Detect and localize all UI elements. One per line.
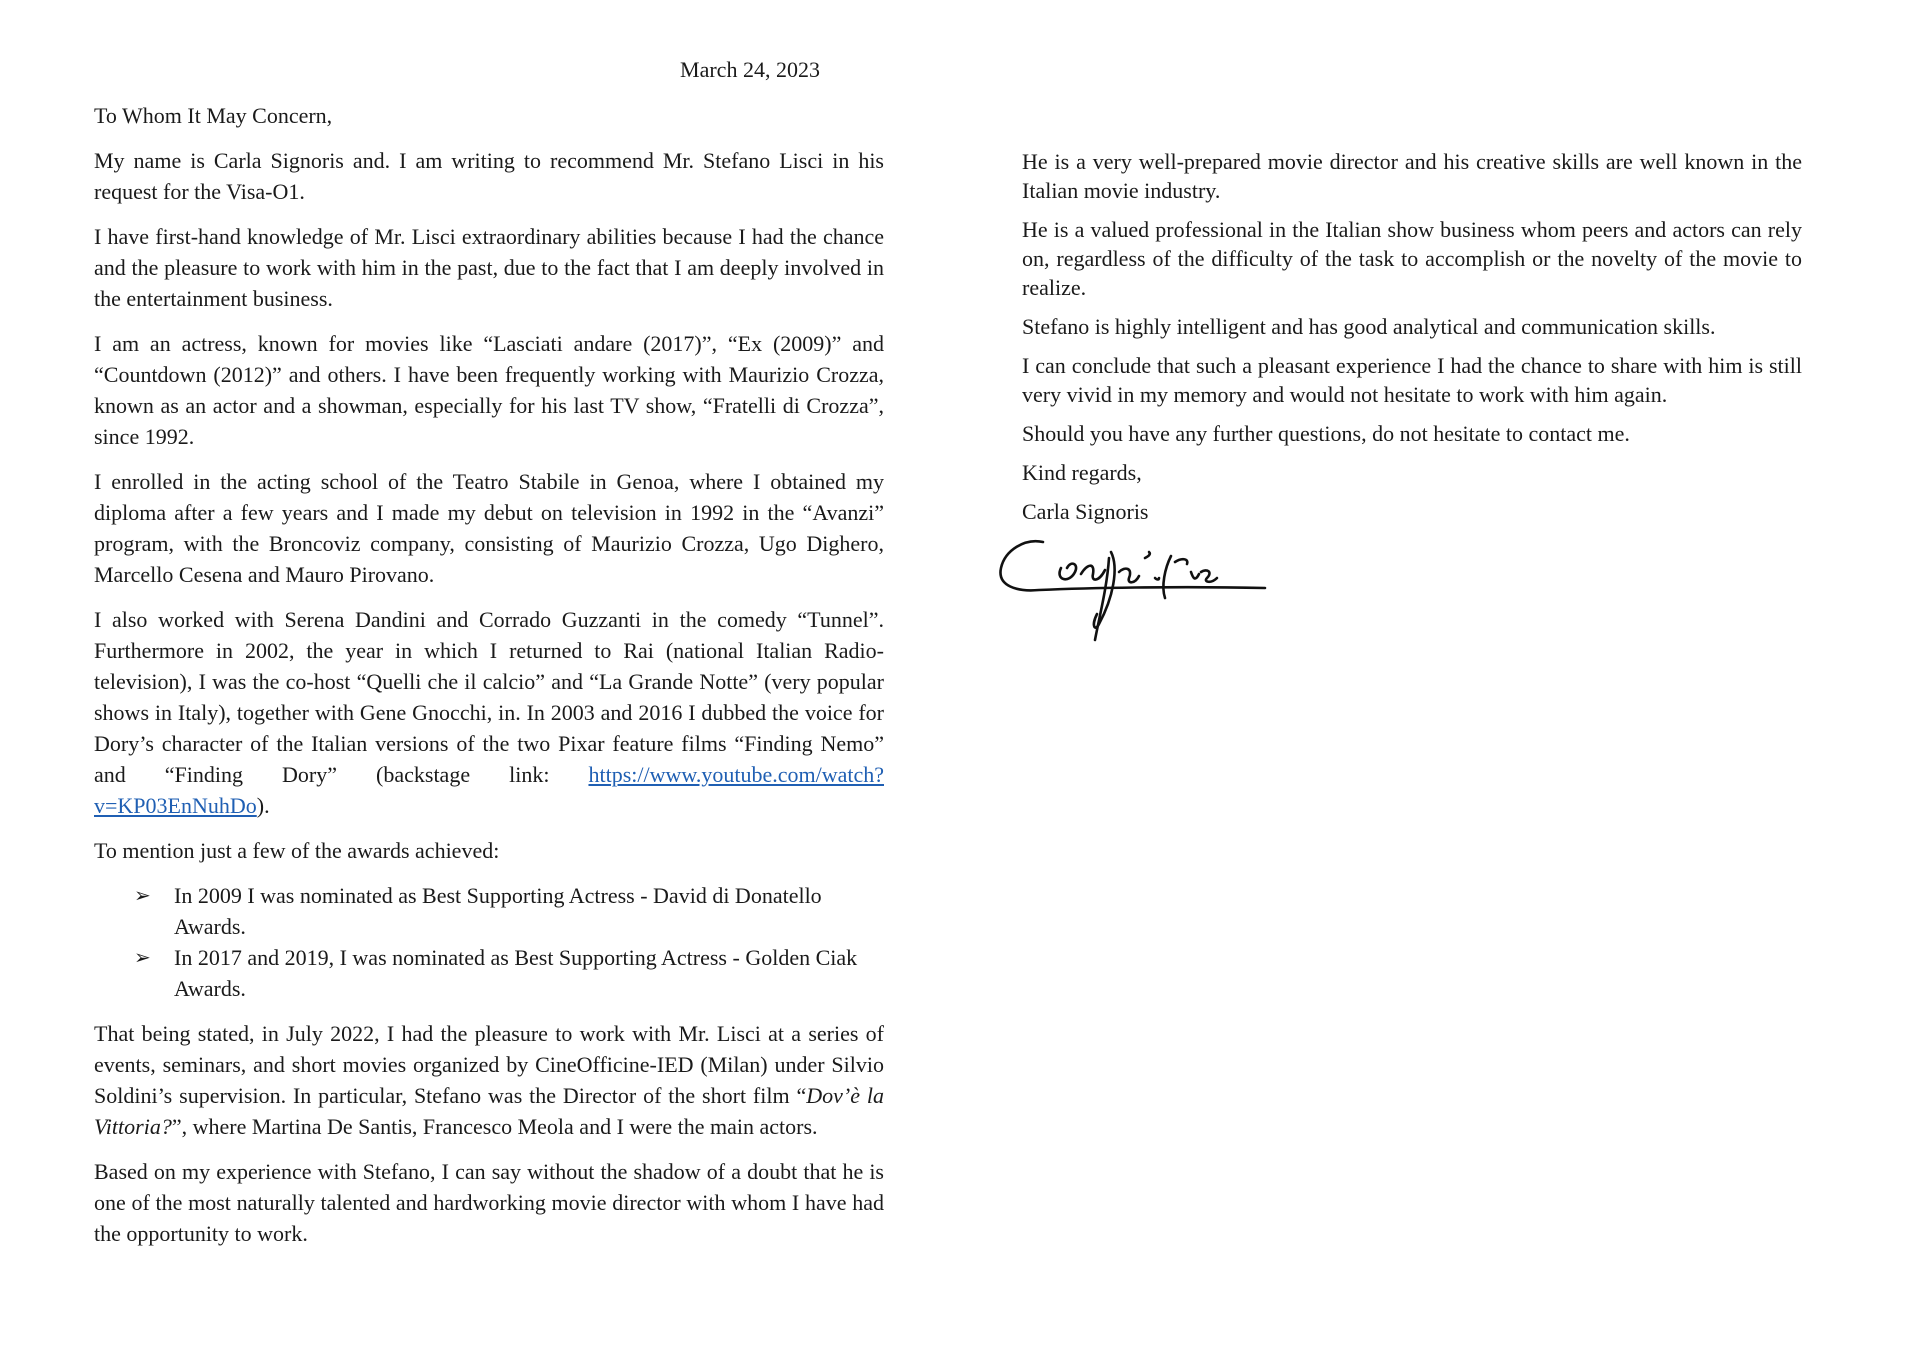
award-text: In 2009 I was nominated as Best Supporting Actress - David di Donatello Awards. <box>174 883 822 939</box>
closing: Kind regards, <box>1022 460 1142 485</box>
paragraph-director: He is a very well-prepared movie director and his creative skills are well known in the Italian movie industry. <box>1022 149 1802 203</box>
award-item <box>94 880 884 942</box>
paragraph-career-text: I also worked with Serena Dandini and Corrado Guzzanti in the comedy “Tunnel”. Furthermore in 2002, the year in which I returned to Rai (national Italian Radio-television), I was the co-host “Quelli che il calcio” and “La Grande Notte” (very popular shows in Italy), together with Gene Gnocchi, in. In 2003 and 2016 I dubbed the voice for Dory’s character of the Italian versions of the two Pixar feature films “Finding Nemo” and “Finding Dory” (backstage link: <box>94 607 884 787</box>
paragraph-acting-school: I enrolled in the acting school of the Teatro Stabile in Genoa, where I obtained my diploma after a few years and I made my debut on television in 1992 in the “Avanzi” program, with the Broncoviz company, consisting of Maurizio Crozza, Ugo Dighero, Marcello Cesena and Mauro Pirovano. <box>94 469 884 587</box>
awards-intro: To mention just a few of the awards achieved: <box>94 838 500 863</box>
award-item <box>94 942 884 1004</box>
paragraph-conclusion: I can conclude that such a pleasant experience I had the chance to share with him is still very vivid in my memory and would not hesitate to work with him again. <box>1022 353 1802 407</box>
paragraph-experience: Based on my experience with Stefano, I can say without the shadow of a doubt that he is one of the most naturally talented and hardworking movie director with whom I have had the opportunity to work. <box>94 1159 884 1246</box>
paragraph-career-end: ). <box>256 793 270 818</box>
paragraph-contact: Should you have any further questions, do not hesitate to contact me. <box>1022 421 1630 446</box>
arrowhead-bullet-icon: ➢ <box>134 883 151 907</box>
youtube-link[interactable]: https://www.youtube.com/watch?v=KP03EnNuhDo <box>94 762 884 818</box>
paragraph-skills: Stefano is highly intelligent and has good analytical and communication skills. <box>1022 314 1716 339</box>
paragraph-career <box>94 604 884 821</box>
paragraph-actress: I am an actress, known for movies like “Lasciati andare (2017)”, “Ex (2009)” and “Countdown (2012)” and others. I have been frequently working with Maurizio Crozza, known as an actor and a showman, especially for his last TV show, “Fratelli di Crozza”, since 1992. <box>94 331 884 449</box>
paragraph-collaboration <box>94 1018 884 1142</box>
awards-list <box>94 880 884 1004</box>
signer-name: Carla Signoris <box>1022 499 1149 524</box>
film-title: Dov’è la Vittoria? <box>94 1083 884 1139</box>
paragraph-intro: My name is Carla Signoris and. I am writing to recommend Mr. Stefano Lisci in his request for the Visa-O1. <box>94 148 884 204</box>
letter-date: March 24, 2023 <box>680 57 820 82</box>
left-column <box>94 100 884 1263</box>
handwritten-signature <box>995 528 1275 648</box>
paragraph-professional: He is a valued professional in the Italian show business whom peers and actors can rely on, regardless of the difficulty of the task to accomplish or the novelty of the movie to realize. <box>1022 217 1802 300</box>
award-text: In 2017 and 2019, I was nominated as Best Supporting Actress - Golden Ciak Awards. <box>174 945 858 1001</box>
right-column <box>1022 147 1802 536</box>
arrowhead-bullet-icon: ➢ <box>134 945 151 969</box>
paragraph-collaboration-b: ”, where Martina De Santis, Francesco Meola and I were the main actors. <box>171 1114 818 1139</box>
salutation: To Whom It May Concern, <box>94 103 333 128</box>
paragraph-knowledge: I have first-hand knowledge of Mr. Lisci extraordinary abilities because I had the chance and the pleasure to work with him in the past, due to the fact that I am deeply involved in the entertainment business. <box>94 224 884 311</box>
paragraph-collaboration-a: That being stated, in July 2022, I had the pleasure to work with Mr. Lisci at a series of events, seminars, and short movies organized by CineOfficine-IED (Milan) under Silvio Soldini’s supervision. In particular, Stefano was the Director of the short film “ <box>94 1021 884 1108</box>
